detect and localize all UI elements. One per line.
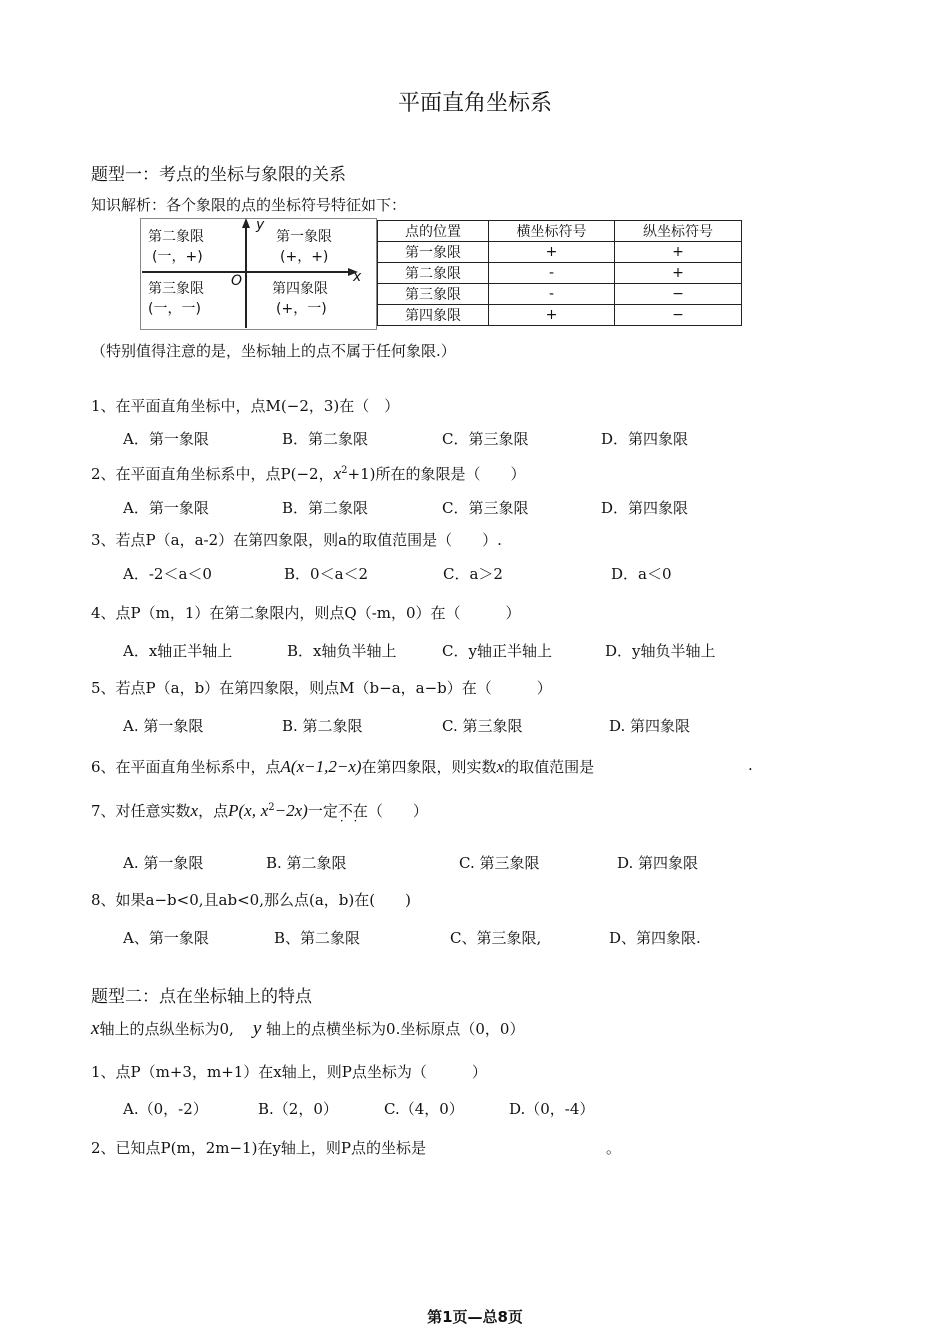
- emphasis-text: 不在 · ·: [338, 802, 368, 820]
- math-variable: x: [91, 1018, 100, 1039]
- table-row: [378, 305, 742, 326]
- table-header: 横坐标符号: [489, 221, 615, 242]
- question-6-stem: [91, 756, 594, 777]
- question-1-option-b: B．第二象限: [282, 430, 369, 448]
- question-4-stem: 4、点P（m，1）在第二象限内，则点Q（-m，0）在（ ）: [91, 604, 521, 622]
- page-footer: 第1页—总8页: [427, 1308, 523, 1326]
- question-8-option-c: C、第三象限,: [450, 929, 542, 947]
- table-cell: +: [489, 242, 615, 263]
- table-cell: −: [615, 305, 742, 326]
- math-variable: x: [190, 801, 199, 820]
- table-cell: -: [489, 284, 615, 305]
- question-7-option-c: C. 第三象限: [459, 854, 540, 872]
- math-variable: x: [260, 801, 269, 820]
- question-5-option-d: D. 第四象限: [609, 717, 691, 735]
- question-2-stem-b: +1)所在的象限是（ ）: [347, 465, 526, 483]
- table-cell: 第三象限: [378, 284, 489, 305]
- section1-note: （特别值得注意的是，坐标轴上的点不属于任何象限.）: [91, 342, 456, 360]
- section2-heading: 题型二：点在坐标轴上的特点: [91, 987, 312, 1007]
- question-7-stem-a: 7、对任意实数: [91, 802, 191, 820]
- question-1-option-d: D．第四象限: [601, 430, 689, 448]
- quadrant-2-label: 第二象限: [148, 229, 204, 245]
- quadrant-2-sign: (一，+): [152, 249, 203, 265]
- table-header: 点的位置: [378, 221, 489, 242]
- question-7-option-d: D. 第四象限: [617, 854, 699, 872]
- table-row: [378, 284, 742, 305]
- table-header: 纵坐标符号: [615, 221, 742, 242]
- question-5-stem: 5、若点P（a，b）在第四象限，则点M（b−a，a−b）在（ ）: [91, 679, 552, 697]
- section1-intro: 知识解析：各个象限的点的坐标符号特征如下：: [91, 196, 407, 214]
- quadrant-3-label: 第三象限: [148, 281, 204, 297]
- question-8-option-b: B、第二象限: [274, 929, 361, 947]
- s2-question-2-stem: 2、已知点P(m，2m−1)在y轴上，则P点的坐标是: [91, 1139, 427, 1157]
- table-header-row: [378, 221, 742, 242]
- question-4-option-c: C．y轴正半轴上: [442, 642, 552, 660]
- question-6-blank-end: .: [748, 756, 753, 774]
- section2-intro-b: 轴上的点横坐标为0.坐标原点（0，0）: [266, 1020, 525, 1038]
- question-1-option-a: A．第一象限: [123, 430, 209, 448]
- question-7-option-b: B. 第二象限: [266, 854, 347, 872]
- s2-question-1-stem: 1、点P（m+3，m+1）在x轴上，则P点坐标为（ ）: [91, 1063, 487, 1081]
- question-3-option-d: D．a＜0: [611, 565, 672, 583]
- question-8-stem: 8、如果a−b<0,且ab<0,那么点(a，b)在( ): [91, 891, 411, 909]
- question-2-option-a: A．第一象限: [123, 499, 209, 517]
- table-cell: +: [615, 263, 742, 284]
- table-cell: 第二象限: [378, 263, 489, 284]
- question-1-stem: 1、在平面直角坐标中，点M(−2，3)在（ ）: [91, 397, 400, 415]
- y-axis-arrow: [242, 218, 250, 228]
- section2-intro: [91, 1018, 524, 1040]
- quadrant-1-label: 第一象限: [276, 229, 332, 245]
- table-row: [378, 242, 742, 263]
- table-cell: 第一象限: [378, 242, 489, 263]
- section1-heading: 题型一：考点的坐标与象限的关系: [91, 165, 346, 185]
- origin-label: O: [231, 273, 243, 289]
- question-2-option-b: B．第二象限: [282, 499, 369, 517]
- question-6-stem-b: 在第四象限，则实数: [361, 758, 497, 776]
- page-title: 平面直角坐标系: [397, 91, 552, 116]
- y-axis-label: y: [256, 217, 265, 233]
- question-7-stem-c: 一定: [307, 802, 338, 820]
- question-6-stem-c: 的取值范围是: [504, 758, 595, 776]
- table-cell: −: [615, 284, 742, 305]
- question-7-stem: [91, 800, 428, 821]
- math-exponent: 2: [341, 465, 348, 476]
- math-variable: x: [496, 757, 505, 776]
- math-variable: y: [252, 1018, 262, 1039]
- question-6-stem-a: 6、在平面直角坐标系中，点: [91, 758, 281, 776]
- s2-question-1-option-d: D.（0，-4）: [509, 1100, 595, 1118]
- question-7-option-a: A. 第一象限: [123, 854, 204, 872]
- table-cell: -: [489, 263, 615, 284]
- table-row: [378, 263, 742, 284]
- question-2-option-c: C．第三象限: [442, 499, 529, 517]
- s2-question-1-option-b: B.（2，0）: [258, 1100, 338, 1118]
- table-cell: +: [615, 242, 742, 263]
- question-5-option-a: A. 第一象限: [123, 717, 204, 735]
- question-1-option-c: C．第三象限: [442, 430, 529, 448]
- question-8-option-a: A、第一象限: [123, 929, 209, 947]
- question-4-option-d: D．y轴负半轴上: [605, 642, 716, 660]
- math-expression: −2x): [274, 801, 308, 820]
- question-7-stem-d: （ ）: [367, 802, 428, 820]
- quadrant-figure: [140, 218, 746, 330]
- table-cell: 第四象限: [378, 305, 489, 326]
- question-8-option-d: D、第四象限.: [609, 929, 701, 947]
- sign-table: [377, 220, 742, 326]
- question-3-option-c: C．a＞2: [443, 565, 503, 583]
- section2-intro-a: 轴上的点纵坐标为0,: [99, 1020, 234, 1038]
- question-3-option-b: B．0＜a＜2: [284, 565, 369, 583]
- table-cell: +: [489, 305, 615, 326]
- question-4-option-b: B．x轴负半轴上: [287, 642, 397, 660]
- math-exponent: 2: [268, 802, 275, 813]
- s2-question-1-option-a: A.（0，-2）: [123, 1100, 208, 1118]
- question-7-stem-b: ，点: [198, 802, 229, 820]
- question-2-stem-a: 2、在平面直角坐标系中，点P(−2，: [91, 465, 334, 483]
- s2-question-2-end: 。: [606, 1139, 622, 1157]
- x-axis-label: x: [353, 269, 362, 285]
- question-5-option-b: B. 第二象限: [282, 717, 363, 735]
- question-2-stem: [91, 463, 526, 484]
- quadrant-4-label: 第四象限: [272, 281, 328, 297]
- question-3-stem: 3、若点P（a，a-2）在第四象限，则a的取值范围是（ ）.: [91, 531, 502, 549]
- quadrant-4-sign: (+，一): [276, 301, 327, 317]
- quadrant-3-sign: (一，一): [148, 301, 201, 317]
- math-expression: P(x,: [228, 801, 256, 820]
- quadrant-1-sign: (+，+): [280, 249, 329, 265]
- math-variable: x: [333, 464, 342, 483]
- s2-question-1-option-c: C.（4，0）: [384, 1100, 464, 1118]
- question-2-option-d: D．第四象限: [601, 499, 689, 517]
- question-4-option-a: A．x轴正半轴上: [123, 642, 233, 660]
- question-5-option-c: C. 第三象限: [442, 717, 523, 735]
- question-3-option-a: A．-2＜a＜0: [123, 565, 212, 583]
- math-expression: A(x−1,2−x): [280, 757, 362, 776]
